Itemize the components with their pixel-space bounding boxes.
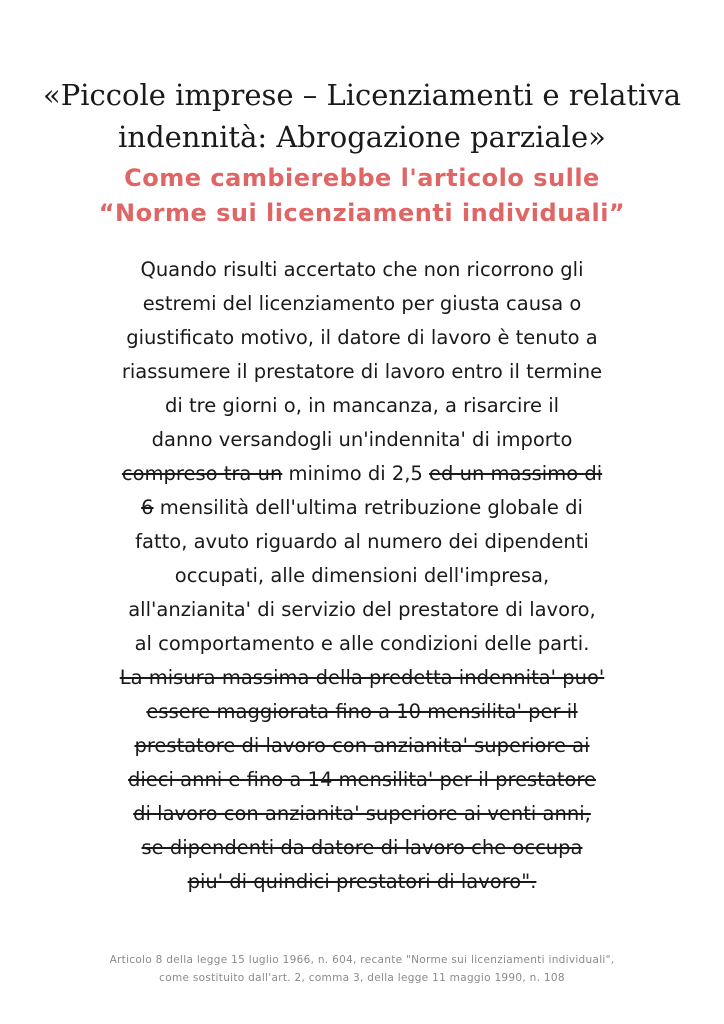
- footnote-line-1: Articolo 8 della legge 15 luglio 1966, n. 604, recante "Norme sui licenziamenti individuali",: [109, 954, 615, 966]
- footnote-line-2: come sostituito dall'art. 2, comma 3, della legge 11 maggio 1990, n. 108: [159, 972, 565, 984]
- subtitle-line-1: Come cambierebbe l'articolo sulle: [124, 164, 600, 192]
- body-line: Quando risulti accertato che non ricorrono gli: [140, 258, 584, 281]
- document-subtitle: [40, 161, 684, 231]
- body-line: danno versandogli un'indennita' di importo: [151, 428, 573, 451]
- deleted-text: 6: [141, 496, 154, 519]
- body-line-mixed: [60, 457, 664, 491]
- body-line: riassumere il prestatore di lavoro entro il termine: [121, 360, 603, 383]
- document-title: [40, 74, 684, 158]
- deleted-text: ed un massimo di: [429, 462, 603, 485]
- title-line-2: indennità: Abrogazione parziale»: [118, 120, 606, 154]
- deleted-text: compreso tra un: [121, 462, 283, 485]
- deleted-line: di lavoro con anzianita' superiore ai venti anni,: [133, 802, 591, 825]
- article-body: [60, 253, 664, 899]
- kept-text: mensilità dell'ultima retribuzione globale di: [153, 496, 583, 519]
- body-line-mixed: [60, 491, 664, 525]
- body-line: estremi del licenziamento per giusta causa o: [142, 292, 582, 315]
- deleted-line: piu' di quindici prestatori di lavoro".: [187, 870, 537, 893]
- deleted-line: La misura massima della predetta indennita' puo': [119, 666, 605, 689]
- source-footnote: [60, 951, 664, 987]
- body-line: di tre giorni o, in mancanza, a risarcire il: [164, 394, 560, 417]
- body-line: giustificato motivo, il datore di lavoro è tenuto a: [126, 326, 598, 349]
- kept-text: minimo di 2,5: [282, 462, 430, 485]
- body-line: fatto, avuto riguardo al numero dei dipendenti: [135, 530, 589, 553]
- body-line: al comportamento e alle condizioni delle parti.: [134, 632, 590, 655]
- title-line-1: «Piccole imprese – Licenziamenti e relativa: [43, 78, 681, 112]
- body-line: all'anzianita' di servizio del prestatore di lavoro,: [128, 598, 596, 621]
- deleted-line: prestatore di lavoro con anzianita' superiore ai: [134, 734, 590, 757]
- subtitle-line-2: “Norme sui licenziamenti individuali”: [98, 199, 626, 227]
- deleted-line: dieci anni e fino a 14 mensilita' per il prestatore: [128, 768, 596, 791]
- deleted-line: essere maggiorata fino a 10 mensilita' per il: [146, 700, 578, 723]
- deleted-line: se dipendenti da datore di lavoro che occupa: [141, 836, 583, 859]
- body-line: occupati, alle dimensioni dell'impresa,: [174, 564, 550, 587]
